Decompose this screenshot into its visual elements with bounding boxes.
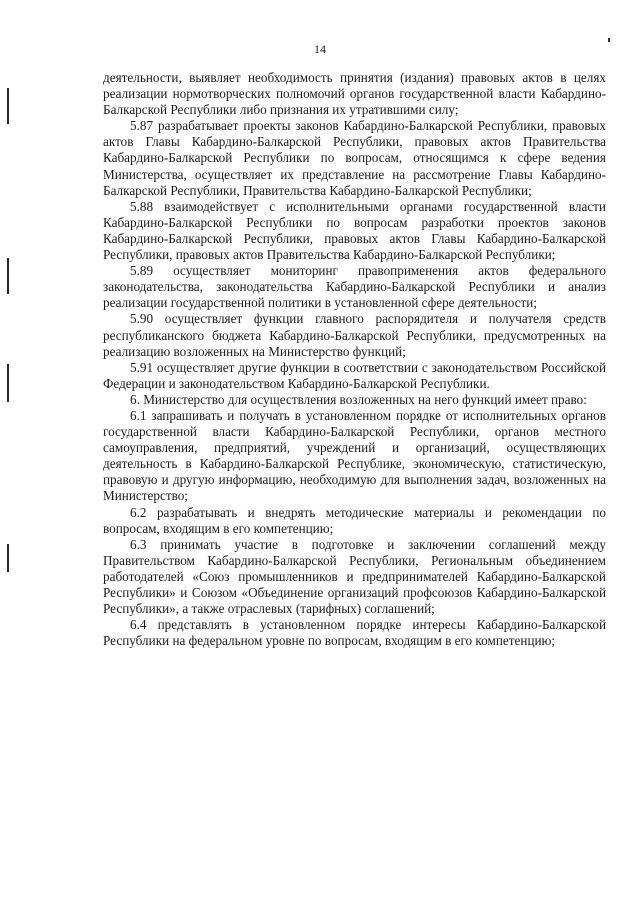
- paragraph-6-1: 6.1 запрашивать и получать в установленном порядке от исполнительных органов государственной власти Кабардино-Балкарской Республики, органов местного самоуправления, предприятий, учреждений и организаций, осуществляющих деятельность в Кабардино-Балкарской Республике, экономическую, статистическую, правовую и другую информацию, необходимую для выполнения задач, возложенных на Министерство;: [103, 407, 606, 504]
- scan-margin-mark: [7, 258, 9, 294]
- document-body: [103, 70, 606, 649]
- paragraph-5-87: 5.87 разрабатывает проекты законов Кабардино-Балкарской Республики, правовых актов Главы Кабардино-Балкарской Республики, правовых актов Правительства Кабардино-Балкарской Республики по вопросам, относящимся к сфере ведения Министерства, осуществляет их представление на рассмотрение Главы Кабардино-Балкарской Республики, Правительства Кабардино-Балкарской Республики;: [103, 118, 606, 198]
- scan-margin-mark: [7, 364, 9, 402]
- paragraph-5-88: 5.88 взаимодействует с исполнительными органами государственной власти Кабардино-Балкарской Республики по вопросам разработки проектов законов Кабардино-Балкарской Республики, правовых актов Главы Кабардино-Балкарской Республики, правовых актов Правительства Кабардино-Балкарской Республики;: [103, 198, 606, 263]
- paragraph-5-89: 5.89 осуществляет мониторинг правоприменения актов федерального законодательства, законодательства Кабардино-Балкарской Республики и анализ реализации государственной политики в установленной сфере деятельности;: [103, 263, 606, 311]
- paragraph-5-91: 5.91 осуществляет другие функции в соответствии с законодательством Российской Федерации и законодательством Кабардино-Балкарской Республики.: [103, 359, 606, 391]
- paragraph-5-90: 5.90 осуществляет функции главного распорядителя и получателя средств республиканского бюджета Кабардино-Балкарской Республики, предусмотренных на реализацию возложенных на Министерство функций;: [103, 311, 606, 359]
- paragraph-6: 6. Министерство для осуществления возложенных на него функций имеет право:: [130, 391, 587, 407]
- paragraph-6-4: 6.4 представлять в установленном порядке интересы Кабардино-Балкарской Республики на федеральном уровне по вопросам, входящим в его компетенцию;: [103, 617, 606, 649]
- paragraph-6-3: 6.3 принимать участие в подготовке и заключении соглашений между Правительством Кабардино-Балкарской Республики, Региональным объединением работодателей «Союз промышленников и предпринимателей Кабардино-Балкарской Республики» и Союзом «Объединение организаций профсоюзов Кабардино-Балкарской Республики», а также отраслевых (тарифных) соглашений;: [103, 536, 606, 617]
- scan-margin-mark: [7, 88, 9, 124]
- scan-margin-mark: [608, 38, 610, 42]
- page-number: 14: [314, 42, 326, 56]
- paragraph-continued-activity: деятельности, выявляет необходимость принятия (издания) правовых актов в целях реализации нормотворческих полномочий органов государственной власти Кабардино-Балкарской Республики либо признания их утратившими силу;: [103, 70, 606, 118]
- paragraph-6-2: 6.2 разрабатывать и внедрять методические материалы и рекомендации по вопросам, входящим в его компетенцию;: [103, 504, 606, 536]
- scan-margin-mark: [7, 544, 9, 572]
